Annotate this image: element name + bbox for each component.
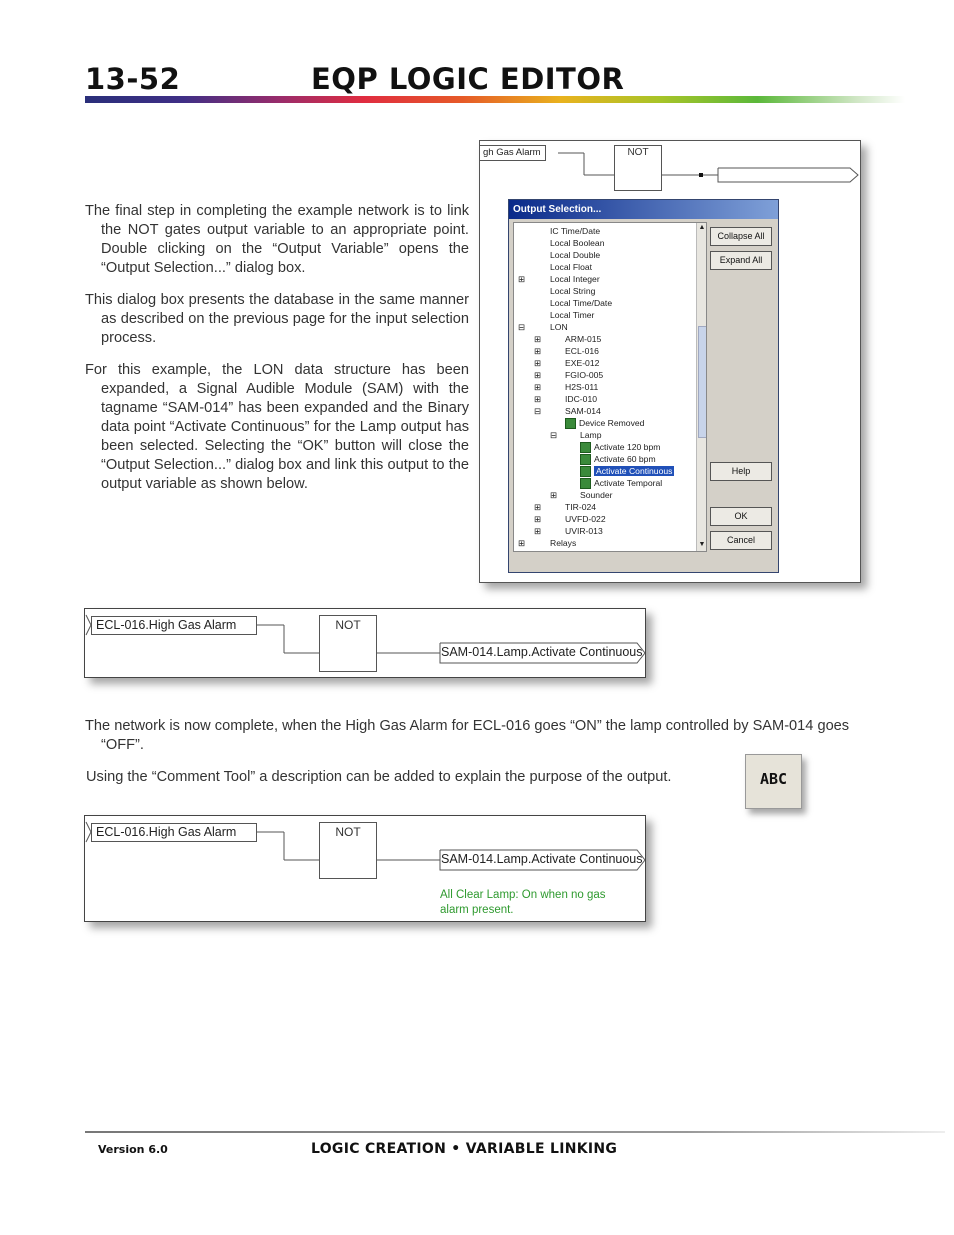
tree-item[interactable]: Local Timer: [550, 310, 595, 320]
collapse-icon[interactable]: ⊟: [550, 430, 558, 440]
scroll-up-icon[interactable]: ▲: [698, 224, 706, 231]
expand-icon[interactable]: ⊞: [534, 346, 542, 356]
not-gate-label: NOT: [627, 147, 649, 158]
input-variable[interactable]: ECL-016.High Gas Alarm: [91, 823, 257, 842]
tree-item-label: Activate Continuous: [596, 466, 673, 476]
tree-item[interactable]: EXE-012: [565, 358, 600, 368]
expand-icon[interactable]: ⊞: [534, 514, 542, 524]
tree-item-label: Device Removed: [579, 418, 645, 428]
expand-icon[interactable]: ⊞: [550, 490, 558, 500]
tree-scrollbar[interactable]: [696, 223, 707, 551]
binary-point-icon: [580, 442, 591, 453]
paragraph-dialog-description: This dialog box presents the database in the same manner as described on the previous page for the input selection process.: [85, 292, 469, 346]
binary-point-icon: [565, 418, 576, 429]
output-variable[interactable]: SAM-014.Lamp.Activate Continuous: [441, 852, 643, 866]
collapse-icon[interactable]: ⊟: [518, 322, 526, 332]
paragraph-comment-tool: Using the “Comment Tool” a description can be added to explain the purpose of the output.: [86, 769, 672, 785]
binary-point-icon: [580, 478, 591, 489]
not-gate[interactable]: [319, 822, 377, 879]
expand-icon[interactable]: ⊞: [518, 274, 526, 284]
tree-item[interactable]: [580, 478, 662, 489]
expand-icon[interactable]: ⊞: [534, 394, 542, 404]
tree-item-label: Activate Temporal: [594, 478, 663, 488]
tree-item[interactable]: [565, 418, 644, 429]
output-comment[interactable]: [440, 888, 606, 918]
expand-icon[interactable]: ⊞: [534, 526, 542, 536]
tree-item[interactable]: Relays: [550, 538, 577, 548]
tree-item-label: Activate 60 bpm: [594, 454, 656, 464]
expand-icon[interactable]: ⊞: [534, 382, 542, 392]
tree-item[interactable]: [580, 442, 660, 453]
tree-item[interactable]: FGIO-005: [565, 370, 604, 380]
tree-item[interactable]: Local Boolean: [550, 238, 605, 248]
tree-item[interactable]: ECL-016: [565, 346, 599, 356]
output-selection-screenshot: [479, 140, 861, 583]
tree-item[interactable]: TIR-024: [565, 502, 597, 512]
footer-section: LOGIC CREATION • VARIABLE LINKING: [311, 1141, 618, 1157]
tree-item[interactable]: Local Float: [550, 262, 593, 272]
not-gate-label: NOT: [335, 825, 361, 839]
footer-rule: [85, 1131, 945, 1133]
comment-tool-icon[interactable]: [745, 754, 802, 809]
not-gate[interactable]: [614, 145, 662, 191]
tree-item[interactable]: Local Double: [550, 250, 601, 260]
output-selection-dialog: [508, 199, 779, 573]
tree-item[interactable]: UVFD-022: [565, 514, 606, 524]
logic-network-with-comment: [84, 815, 646, 922]
tree-item[interactable]: Local String: [550, 286, 596, 296]
input-tag-cropped: gh Gas Alarm: [479, 145, 546, 161]
expand-all-button[interactable]: Expand All: [710, 251, 772, 270]
tree-item-lamp[interactable]: Lamp: [580, 430, 602, 440]
expand-icon[interactable]: ⊞: [534, 358, 542, 368]
tree-item-label: Activate 120 bpm: [594, 442, 661, 452]
header-rule: [85, 96, 905, 103]
tree-item[interactable]: IC Time/Date: [550, 226, 601, 236]
database-tree[interactable]: [513, 222, 707, 552]
expand-icon[interactable]: ⊞: [518, 538, 526, 548]
page-number: 13-52: [85, 62, 181, 96]
tree-item-selected[interactable]: [580, 466, 674, 477]
abc-icon-label: ABC: [759, 770, 788, 788]
tree-item[interactable]: Sounder: [580, 490, 613, 500]
comment-line: All Clear Lamp: On when no gas: [440, 889, 606, 901]
scroll-down-icon[interactable]: ▼: [698, 541, 706, 548]
ok-button[interactable]: OK: [710, 507, 772, 526]
tree-item[interactable]: ARM-015: [565, 334, 602, 344]
page-title: EQP LOGIC EDITOR: [311, 62, 625, 96]
paragraph-final-step: The final step in completing the example network is to link the NOT gates output variable to an appropriate point. Double clicking on the “Output Variable” opens the “Output Selection...” dialog box.: [85, 203, 469, 276]
tree-item-sam-014[interactable]: SAM-014: [565, 406, 601, 416]
tree-item[interactable]: Local Time/Date: [550, 298, 613, 308]
output-variable[interactable]: SAM-014.Lamp.Activate Continuous: [441, 645, 643, 659]
binary-point-icon: [580, 454, 591, 465]
tree-item[interactable]: Local Integer: [550, 274, 600, 284]
expand-icon[interactable]: ⊞: [534, 502, 542, 512]
tree-item[interactable]: UVIR-013: [565, 526, 603, 536]
collapse-icon[interactable]: ⊟: [534, 406, 542, 416]
binary-point-icon: [580, 466, 591, 477]
paragraph-lon-example: For this example, the LON data structure has been expanded, a Signal Audible Module (SAM) with the tagname “SAM-014” has been expanded and the Binary data point “Activate Continuous” for the Lamp output has been selected. Selecting the “OK” button will close the “Output Selection...” dialog box and link this output to the output variable as shown below.: [85, 362, 469, 492]
cancel-button[interactable]: Cancel: [710, 531, 772, 550]
tree-item[interactable]: H2S-011: [565, 382, 599, 392]
expand-icon[interactable]: ⊞: [534, 370, 542, 380]
scroll-thumb[interactable]: [698, 326, 707, 438]
not-gate-label: NOT: [335, 618, 361, 632]
comment-line: alarm present.: [440, 904, 514, 916]
input-variable[interactable]: ECL-016.High Gas Alarm: [91, 616, 257, 635]
tree-item-lon[interactable]: LON: [550, 322, 568, 332]
paragraph-network-complete: The network is now complete, when the High Gas Alarm for ECL-016 goes “ON” the lamp controlled by SAM-014 goes “OFF”.: [85, 718, 850, 753]
logic-network-diagram: [84, 608, 646, 678]
collapse-all-button[interactable]: Collapse All: [710, 227, 772, 246]
not-gate[interactable]: [319, 615, 377, 672]
help-button[interactable]: Help: [710, 462, 772, 481]
expand-icon[interactable]: ⊞: [534, 334, 542, 344]
tree-item[interactable]: IDC-010: [565, 394, 597, 404]
tree-item[interactable]: [580, 454, 656, 465]
dialog-title: Output Selection...: [509, 200, 778, 219]
footer-version: Version 6.0: [98, 1143, 168, 1156]
